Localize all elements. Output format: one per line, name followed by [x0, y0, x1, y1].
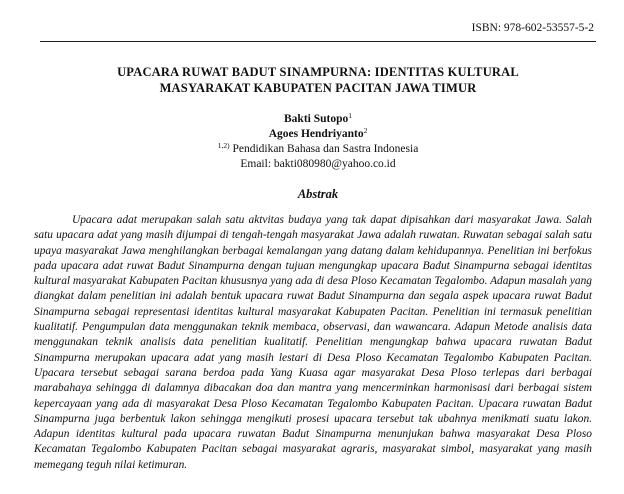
- abstract-body: Upacara adat merupakan salah satu aktvitas budaya yang tak dapat dipisahkan dari masyarakat Jawa. Salah satu upacara adat yang masih dijumpai di tengah-tengah masyarakat Jawa adalah ruwatan. Ruwatan sebagai salah satu upaya masyarakat Jawa menghilangkan berbagai kemalangan yang datang dalam kehidupannya. Penelitian ini berfokus pada upacara adat ruwat Badut Sinampurna dengan tujuan mengungkap upacara Badut Sinampurna sebagai identitas kultural masyarakat Kabupaten Pacitan khususnya yang ada di desa Ploso Kecamatan Tegalombo. Adapun masalah yang diangkat dalam penelitian ini adalah bentuk upacara ruwat Badut Sinampurna dan segala aspek upacara ruwat Badut Sinampurna sebagai representasi identitas kultural masyarakat Kabupaten Pacitan. Penelitian ini termasuk penelitian kualitatif. Pengumpulan data menggunakan teknik membaca, observasi, dan wawancara. Adapun Metode analisis data menggunakan teknik analisis data penelitian kualitatif. Penelitian mengungkap bahwa upacara ruwatan Badut Sinampurna merupakan upacara adat yang masih lestari di Desa Ploso Kecamatan Tegalombo Kabupaten Pacitan. Upacara tersebut sebagai sarana berdoa pada Yang Kuasa agar masyarakat Desa Ploso terlepas dari berbagai marabahaya sehingga di dalamnya dibacakan doa dan mantra yang mencerminkan harmonisasi dari berbagai sistem kepercayaan yang ada di masyarakat Desa Ploso Kecamatan Tegalombo Kabupaten Pacitan. Upacara ruwatan Badut Sinampurna juga berbentuk lakon sehingga mengikuti prosesi upacara tersebut tak ubahnya menikmati suatu lakon. Adapun identitas kultural pada upacara ruwatan Badut Sinampurna menunjukan bahwa masyarakat Desa Ploso Kecamatan Tegalombo Kabupaten Pacitan sebagai masyarakat agraris, masyarakat simbol, masyarakat yang masih memegang teguh nilai ketimuran.: [34, 214, 592, 471]
- author-1: [40, 112, 596, 127]
- isbn-header: ISBN: 978-602-53557-5-2: [471, 22, 594, 34]
- header-rule: [40, 41, 596, 42]
- paper-title: [40, 64, 596, 96]
- author-1-sup: 1: [348, 111, 352, 120]
- author-block: [40, 112, 596, 172]
- author-2-name: Agoes Hendriyanto: [268, 128, 364, 140]
- author-2-sup: 2: [363, 126, 368, 135]
- affiliation-sup: 1,2): [217, 141, 230, 150]
- author-1-name: Bakti Sutopo: [284, 113, 349, 125]
- title-line-2: MASYARAKAT KABUPATEN PACITAN JAWA TIMUR: [159, 81, 477, 95]
- title-line-1: UPACARA RUWAT BADUT SINAMPURNA: IDENTITAS KULTURAL: [117, 65, 519, 79]
- author-email: Email: bakti080980@yahoo.co.id: [240, 158, 396, 170]
- author-2: [40, 127, 596, 142]
- affiliation-text: Pendidikan Bahasa dan Sastra Indonesia: [232, 143, 419, 155]
- affiliation: [40, 142, 596, 157]
- abstract-heading: Abstrak: [297, 187, 339, 201]
